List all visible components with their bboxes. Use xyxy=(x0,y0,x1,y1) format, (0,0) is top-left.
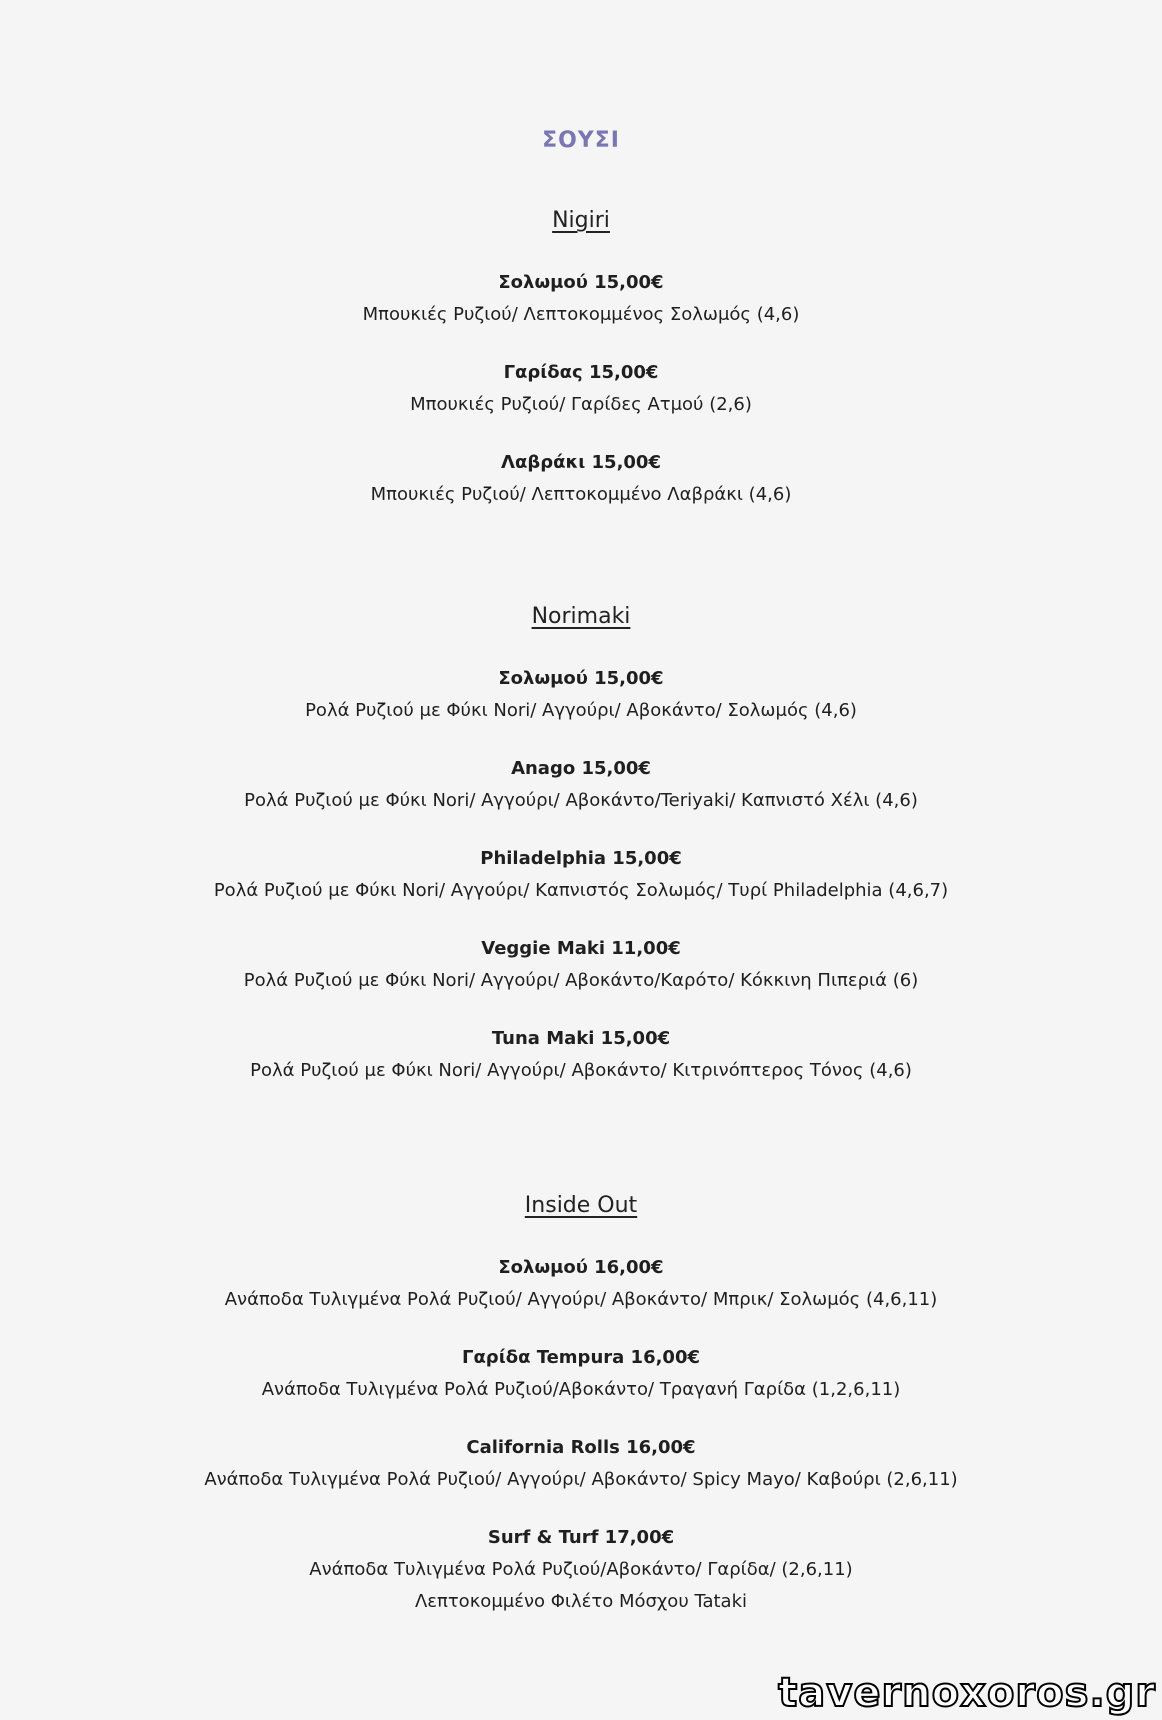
section-inside-out xyxy=(0,1193,1162,1644)
item-description: Ανάποδα Τυλιγμένα Ρολά Ρυζιού/ Αγγούρι/ Αβοκάντο/ Μπρικ/ Σολωμός (4,6,11) xyxy=(224,1289,938,1310)
item-name: Σολωμού 15,00€ xyxy=(498,272,664,293)
item-name: Surf & Turf 17,00€ xyxy=(487,1527,675,1548)
item-description: Ρολά Ρυζιού με Φύκι Nori/ Αγγούρι/ Καπνιστός Σολωμός/ Τυρί Philadelphia (4,6,7) xyxy=(213,880,949,901)
item-description: Ρολά Ρυζιού με Φύκι Nori/ Αγγούρι/ Αβοκάντο/ Κιτρινόπτερος Τόνος (4,6) xyxy=(250,1060,912,1081)
item-description: Μπουκιές Ρυζιού/ Γαρίδες Ατμού (2,6) xyxy=(410,394,752,415)
menu-item xyxy=(0,1023,1162,1087)
menu-item xyxy=(0,753,1162,817)
item-description: Ανάποδα Τυλιγμένα Ρολά Ρυζιού/ Αγγούρι/ Αβοκάντο/ Spicy Mayo/ Καβούρι (2,6,11) xyxy=(204,1469,958,1490)
item-description: Μπουκιές Ρυζιού/ Λεπτοκομμένος Σολωμός (4,6) xyxy=(362,304,800,325)
section-nigiri xyxy=(0,208,1162,537)
menu-item xyxy=(0,933,1162,997)
menu-item xyxy=(0,843,1162,907)
item-name: Γαρίδας 15,00€ xyxy=(503,362,659,383)
item-name: California Rolls 16,00€ xyxy=(466,1437,696,1458)
menu-item xyxy=(0,357,1162,421)
menu-item xyxy=(0,1342,1162,1406)
item-description: Ανάποδα Τυλιγμένα Ρολά Ρυζιού/Αβοκάντο/ Τραγανή Γαρίδα (1,2,6,11) xyxy=(261,1379,901,1400)
menu-item xyxy=(0,1252,1162,1316)
item-description: Ανάποδα Τυλιγμένα Ρολά Ρυζιού/Αβοκάντο/ Γαρίδα/ (2,6,11) xyxy=(309,1559,853,1580)
item-name: Tuna Maki 15,00€ xyxy=(491,1028,671,1049)
item-description: Λεπτοκομμένο Φιλέτο Μόσχου Tataki xyxy=(414,1591,748,1612)
item-name: Γαρίδα Tempura 16,00€ xyxy=(461,1347,701,1368)
section-heading: Norimaki xyxy=(531,604,631,629)
page-title: ΣΟΥΣΙ xyxy=(542,128,620,153)
section-heading: Inside Out xyxy=(524,1193,638,1218)
item-name: Anago 15,00€ xyxy=(511,758,651,779)
menu-item xyxy=(0,447,1162,511)
item-name: Λαβράκι 15,00€ xyxy=(501,452,661,473)
menu-item xyxy=(0,1522,1162,1618)
menu-item xyxy=(0,663,1162,727)
menu-item xyxy=(0,1432,1162,1496)
item-description: Ρολά Ρυζιού με Φύκι Nori/ Αγγούρι/ Αβοκάντο/ Σολωμός (4,6) xyxy=(305,700,857,721)
item-description: Μπουκιές Ρυζιού/ Λεπτοκομμένο Λαβράκι (4,6) xyxy=(370,484,792,505)
watermark-text: tavernoxoros.gr xyxy=(778,1670,1156,1716)
item-name: Veggie Maki 11,00€ xyxy=(481,938,681,959)
item-name: Σολωμού 16,00€ xyxy=(498,1257,664,1278)
section-norimaki xyxy=(0,604,1162,1113)
item-name: Σολωμού 15,00€ xyxy=(498,668,664,689)
item-description: Ρολά Ρυζιού με Φύκι Nori/ Αγγούρι/ Αβοκάντο/Teriyaki/ Καπνιστό Χέλι (4,6) xyxy=(244,790,918,811)
item-name: Philadelphia 15,00€ xyxy=(480,848,682,869)
section-heading: Nigiri xyxy=(552,208,610,233)
menu-item xyxy=(0,267,1162,331)
item-description: Ρολά Ρυζιού με Φύκι Nori/ Αγγούρι/ Αβοκάντο/Καρότο/ Κόκκινη Πιπεριά (6) xyxy=(243,970,919,991)
